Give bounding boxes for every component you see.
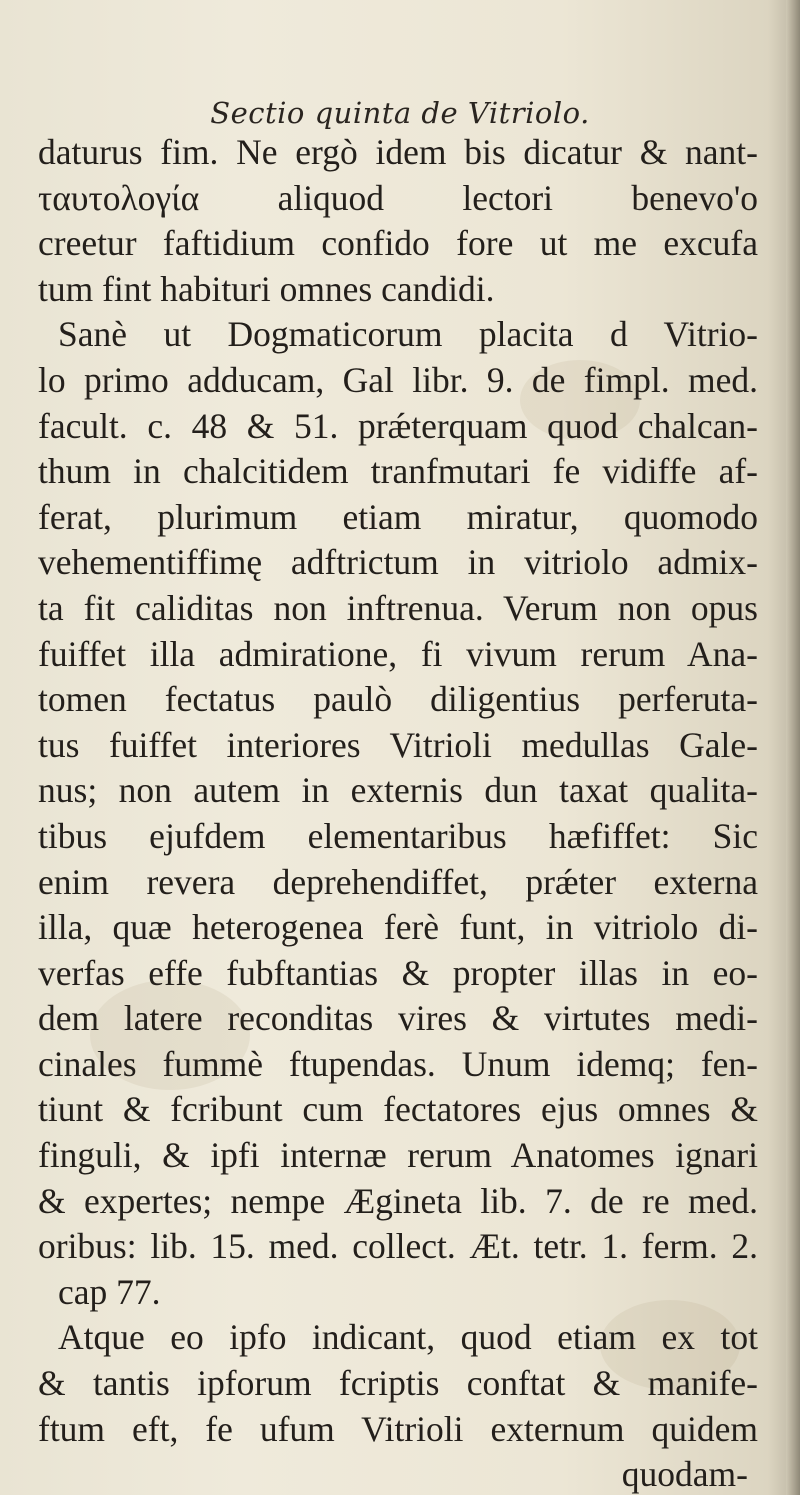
text-line: tibus ejufdem elementaribus hæfiffet: Sic — [38, 815, 758, 856]
text-line: lo primo adducam, Gal libr. 9. de fimpl. med. — [38, 359, 758, 400]
text-line: ferat, plurimum etiam miratur, quomodo — [38, 496, 758, 537]
text-line: dem latere reconditas vires & virtutes medi- — [38, 998, 758, 1039]
text-line: fuiffet illa admiratione, fi vivum rerum Ana- — [38, 633, 758, 674]
text-line: thum in chalcitidem tranfmutari fe vidiffe af- — [38, 451, 758, 492]
text-line: facult. c. 48 & 51. prǽterquam quod chalcan- — [38, 405, 758, 446]
catchword: quodam- — [621, 1454, 748, 1495]
text-line: creetur faftidium confido fore ut me excufa — [38, 223, 758, 264]
text-line: cap 77. — [58, 1271, 161, 1312]
body-text — [38, 130, 758, 1495]
text-line: tus fuiffet interiores Vitrioli medullas Gale- — [38, 724, 758, 765]
text-line: tum fint habituri omnes candidi. — [38, 268, 495, 309]
page-edge — [786, 0, 800, 1495]
text-line: Atque eo ipfo indicant, quod etiam ex tot — [58, 1317, 758, 1358]
text-line: tiunt & fcribunt cum fectatores ejus omnes & — [38, 1089, 758, 1130]
text-line: ταυτολογία aliquod lectori benevo'o — [38, 177, 758, 218]
text-line: tomen fectatus paulò diligentius perferuta- — [38, 679, 758, 720]
text-line: oribus: lib. 15. med. collect. Æt. tetr. 1. ferm. 2. — [38, 1226, 758, 1267]
text-line: & expertes; nempe Ægineta lib. 7. de re med. — [38, 1180, 758, 1221]
text-line: Sanè ut Dogmaticorum placita d Vitrio- — [58, 314, 758, 355]
running-head: Sectio quinta de Vitriolo. — [210, 96, 590, 130]
text-line: vehementiffimę adftrictum in vitriolo admix- — [38, 542, 758, 583]
text-line: ftum eft, fe ufum Vitrioli externum quidem — [38, 1408, 758, 1449]
text-line: cinales fummè ftupendas. Unum idemq; fen- — [38, 1043, 758, 1084]
text-line: enim revera deprehendiffet, prǽter externa — [38, 861, 758, 902]
text-line: daturus fim. Ne ergò idem bis dicatur & nant- — [38, 132, 758, 172]
text-line: verfas effe fubftantias & propter illas in eo- — [38, 952, 758, 993]
text-line: illa, quæ heterogenea ferè funt, in vitriolo di- — [38, 907, 758, 948]
text-line: finguli, & ipfi internæ rerum Anatomes ignari — [38, 1135, 758, 1176]
text-line: & tantis ipforum fcriptis conftat & manife- — [38, 1363, 758, 1404]
text-line: nus; non autem in externis dun taxat qualita- — [38, 770, 758, 811]
text-line: ta fit caliditas non inftrenua. Verum non opus — [38, 587, 758, 628]
